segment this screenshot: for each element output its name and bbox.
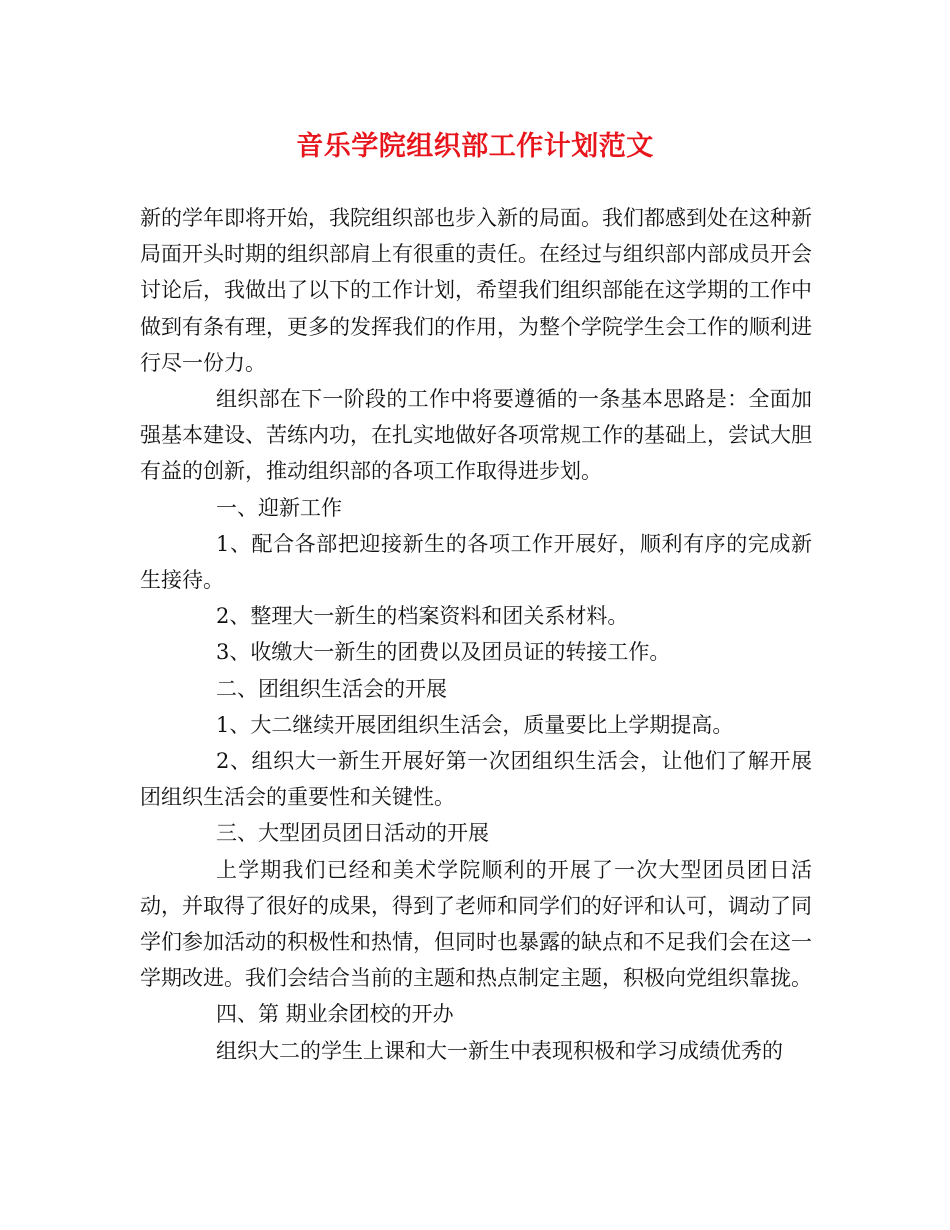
section-heading-welcome: 一、迎新工作 bbox=[216, 495, 342, 520]
list-item: 1、大二继续开展团组织生活会，质量要比上学期提高。 bbox=[216, 712, 734, 737]
document-title: 音乐学院组织部工作计划范文 bbox=[296, 131, 654, 162]
paragraph-intro: 新的学年即将开始，我院组织部也步入新的局面。我们都感到处在这种新局面开头时期的组织部肩上有很重的责任。在经过与组织部内部成员开会讨论后，我做出了以下的工作计划，希望我们组织部能在这学期的工作中做到有条有理，更多的发挥我们的作用，为整个学院学生会工作的顺利进行尽一份力。 bbox=[140, 206, 812, 375]
list-item: 2、组织大一新生开展好第一次团组织生活会，让他们了解开展团组织生活会的重要性和关键性。 bbox=[140, 749, 812, 810]
list-item: 1、配合各部把迎接新生的各项工作开展好，顺利有序的完成新生接待。 bbox=[140, 531, 812, 593]
section-heading-league-day: 三、大型团员团日活动的开展 bbox=[216, 821, 489, 846]
paragraph-guiding-idea: 组织部在下一阶段的工作中将要遵循的一条基本思路是：全面加强基本建设、苦练内功，在扎实地做好各项常规工作的基础上，尝试大胆有益的创新，推动组织部的各项工作取得进步划。 bbox=[140, 387, 812, 484]
section-heading-league-school: 四、第 期业余团校的开办 bbox=[216, 1002, 454, 1027]
list-item: 3、收缴大一新生的团费以及团员证的转接工作。 bbox=[216, 640, 671, 665]
section-heading-league-life: 二、团组织生活会的开展 bbox=[216, 676, 447, 701]
list-item: 2、整理大一新生的档案资料和团关系材料。 bbox=[216, 604, 629, 629]
paragraph-league-school: 组织大二的学生上课和大一新生中表现积极和学习成绩优秀的 bbox=[216, 1038, 783, 1063]
document-body bbox=[140, 200, 812, 1069]
paragraph-league-day: 上学期我们已经和美术学院顺利的开展了一次大型团员团日活动，并取得了很好的成果，得到了老师和同学们的好评和认可，调动了同学们参加活动的积极性和热情，但同时也暴露的缺点和不足我们会在这一学期改进。我们会结合当前的主题和热点制定主题，积极向党组织靠拢。 bbox=[140, 857, 812, 991]
